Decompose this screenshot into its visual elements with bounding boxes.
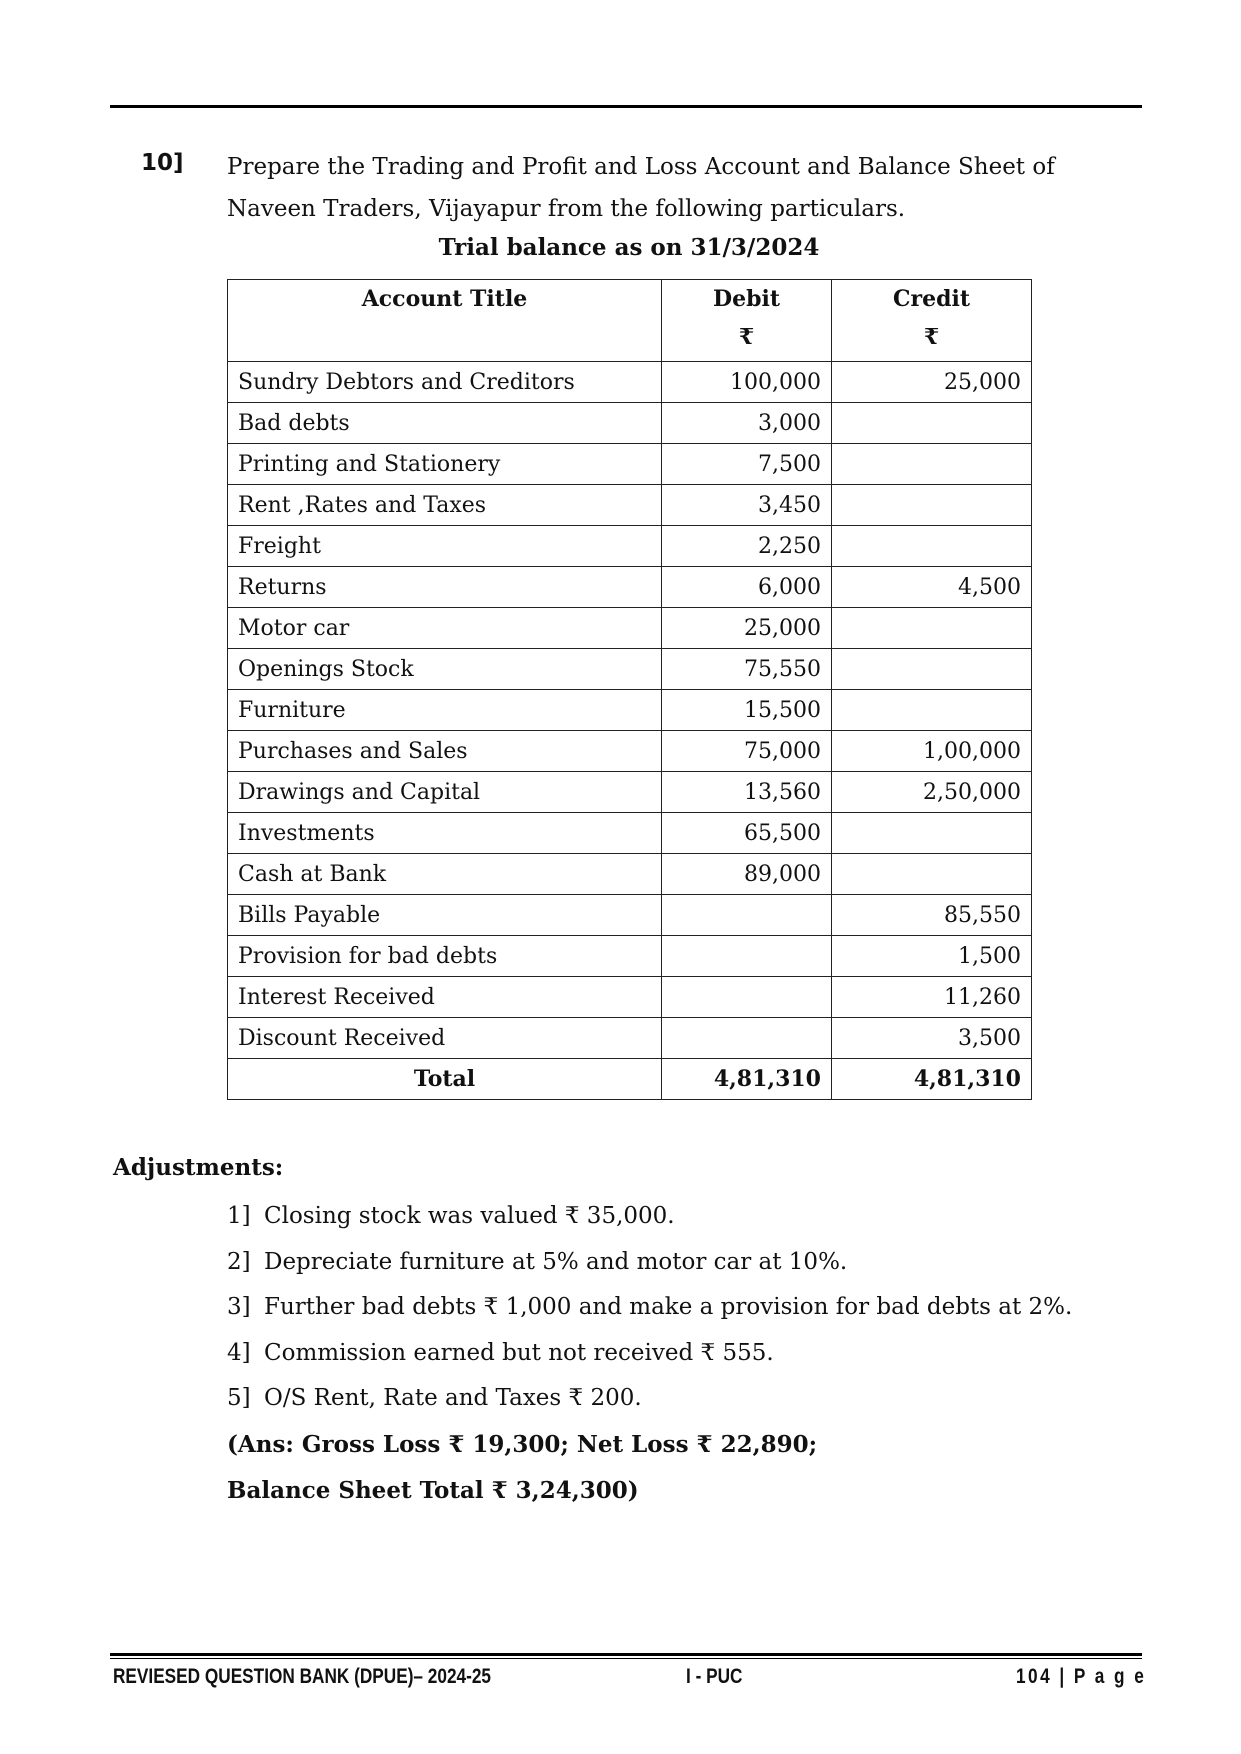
- trial-balance-table: [227, 279, 1032, 1100]
- table-row: [228, 895, 1032, 936]
- answer-line-1: (Ans: Gross Loss ₹ 19,300; Net Loss ₹ 22,890;: [227, 1431, 818, 1458]
- cell-debit: 100,000: [662, 362, 832, 403]
- table-row: [228, 567, 1032, 608]
- question-number: 10]: [141, 150, 184, 176]
- cell-debit: 15,500: [662, 690, 832, 731]
- cell-credit: 2,50,000: [832, 772, 1032, 813]
- cell-account: Motor car: [228, 608, 662, 649]
- adjustment-item: [227, 1242, 1072, 1288]
- adjustment-number: 3]: [227, 1294, 251, 1320]
- cell-debit: 13,560: [662, 772, 832, 813]
- table-row: [228, 649, 1032, 690]
- cell-account: Investments: [228, 813, 662, 854]
- table-row: [228, 936, 1032, 977]
- adjustment-item: [227, 1378, 1072, 1424]
- table-row: [228, 403, 1032, 444]
- cell-debit: 6,000: [662, 567, 832, 608]
- adjustments-list: [227, 1196, 1072, 1424]
- question-text-line-1: Prepare the Trading and Profit and Loss Account and Balance Sheet of: [227, 154, 1055, 180]
- cell-debit: 65,500: [662, 813, 832, 854]
- cell-account: Printing and Stationery: [228, 444, 662, 485]
- cell-credit: [832, 444, 1032, 485]
- cell-credit: [832, 485, 1032, 526]
- cell-credit: 4,500: [832, 567, 1032, 608]
- cell-account: Bills Payable: [228, 895, 662, 936]
- table-row: [228, 608, 1032, 649]
- table-row: [228, 444, 1032, 485]
- cell-account: Drawings and Capital: [228, 772, 662, 813]
- adjustment-text: Further bad debts ₹ 1,000 and make a provision for bad debts at 2%.: [264, 1294, 1073, 1320]
- cell-account: Openings Stock: [228, 649, 662, 690]
- cell-credit: [832, 813, 1032, 854]
- table-row: [228, 1018, 1032, 1059]
- cell-debit: 89,000: [662, 854, 832, 895]
- adjustment-text: Depreciate furniture at 5% and motor car at 10%.: [264, 1248, 848, 1275]
- cell-credit: 85,550: [832, 895, 1032, 936]
- total-label: Total: [228, 1059, 662, 1100]
- answer-line-2: Balance Sheet Total ₹ 3,24,300): [227, 1476, 639, 1504]
- cell-credit: [832, 854, 1032, 895]
- cell-account: Interest Received: [228, 977, 662, 1018]
- cell-credit: 25,000: [832, 362, 1032, 403]
- cell-debit: [662, 977, 832, 1018]
- header-credit: Credit ₹: [832, 280, 1032, 362]
- cell-debit: 7,500: [662, 444, 832, 485]
- header-rule: [110, 105, 1142, 108]
- cell-account: Provision for bad debts: [228, 936, 662, 977]
- cell-debit: [662, 936, 832, 977]
- adjustment-number: 5]: [227, 1385, 251, 1411]
- cell-debit: 75,550: [662, 649, 832, 690]
- cell-account: Freight: [228, 526, 662, 567]
- cell-debit: [662, 895, 832, 936]
- cell-debit: [662, 1018, 832, 1059]
- table-row: [228, 731, 1032, 772]
- table-total-row: [228, 1059, 1032, 1100]
- cell-debit: 3,000: [662, 403, 832, 444]
- cell-credit: [832, 608, 1032, 649]
- footer-center-text: I - PUC: [686, 1665, 743, 1688]
- cell-account: Sundry Debtors and Creditors: [228, 362, 662, 403]
- header-debit: Debit ₹: [662, 280, 832, 362]
- footer-rule-thin: [110, 1658, 1142, 1659]
- table-row: [228, 526, 1032, 567]
- cell-credit: [832, 649, 1032, 690]
- cell-account: Discount Received: [228, 1018, 662, 1059]
- table-row: [228, 772, 1032, 813]
- cell-debit: 75,000: [662, 731, 832, 772]
- cell-account: Furniture: [228, 690, 662, 731]
- cell-account: Rent ,Rates and Taxes: [228, 485, 662, 526]
- adjustment-text: Closing stock was valued ₹ 35,000.: [264, 1203, 675, 1229]
- cell-credit: [832, 526, 1032, 567]
- cell-credit: 11,260: [832, 977, 1032, 1018]
- adjustment-item: [227, 1196, 1072, 1242]
- adjustment-number: 1]: [227, 1203, 251, 1229]
- cell-credit: 1,00,000: [832, 731, 1032, 772]
- footer-rule: [110, 1653, 1142, 1656]
- cell-debit: 25,000: [662, 608, 832, 649]
- table-row: [228, 813, 1032, 854]
- cell-credit: 3,500: [832, 1018, 1032, 1059]
- adjustments-title: Adjustments:: [113, 1154, 284, 1181]
- adjustment-item: [227, 1287, 1072, 1333]
- table-row: [228, 485, 1032, 526]
- footer-page-number: 104 | P a g e: [1016, 1665, 1147, 1688]
- cell-credit: [832, 403, 1032, 444]
- question-text: [227, 146, 1107, 230]
- trial-balance-title: Trial balance as on 31/3/2024: [438, 234, 820, 261]
- rupee-symbol-credit: ₹: [923, 324, 940, 350]
- cell-debit: 3,450: [662, 485, 832, 526]
- cell-account: Bad debts: [228, 403, 662, 444]
- adjustment-item: [227, 1333, 1072, 1379]
- question-text-line-2: Naveen Traders, Vijayapur from the following particulars.: [227, 196, 906, 222]
- cell-credit: [832, 690, 1032, 731]
- footer-left-text: REVIESED QUESTION BANK (DPUE)– 2024-25: [113, 1665, 491, 1688]
- cell-debit: 2,250: [662, 526, 832, 567]
- total-debit: 4,81,310: [662, 1059, 832, 1100]
- rupee-symbol-debit: ₹: [738, 324, 755, 350]
- table-row: [228, 690, 1032, 731]
- adjustment-number: 4]: [227, 1339, 251, 1366]
- adjustment-text: Commission earned but not received ₹ 555.: [264, 1339, 774, 1366]
- table-row: [228, 362, 1032, 403]
- table-header-row: [228, 280, 1032, 362]
- cell-account: Returns: [228, 567, 662, 608]
- header-account-title: Account Title: [228, 280, 662, 362]
- cell-account: Purchases and Sales: [228, 731, 662, 772]
- cell-account: Cash at Bank: [228, 854, 662, 895]
- table-row: [228, 854, 1032, 895]
- adjustment-text: O/S Rent, Rate and Taxes ₹ 200.: [264, 1385, 642, 1411]
- adjustment-number: 2]: [227, 1248, 251, 1275]
- answer-block: [227, 1422, 817, 1513]
- table-row: [228, 977, 1032, 1018]
- total-credit: 4,81,310: [832, 1059, 1032, 1100]
- cell-credit: 1,500: [832, 936, 1032, 977]
